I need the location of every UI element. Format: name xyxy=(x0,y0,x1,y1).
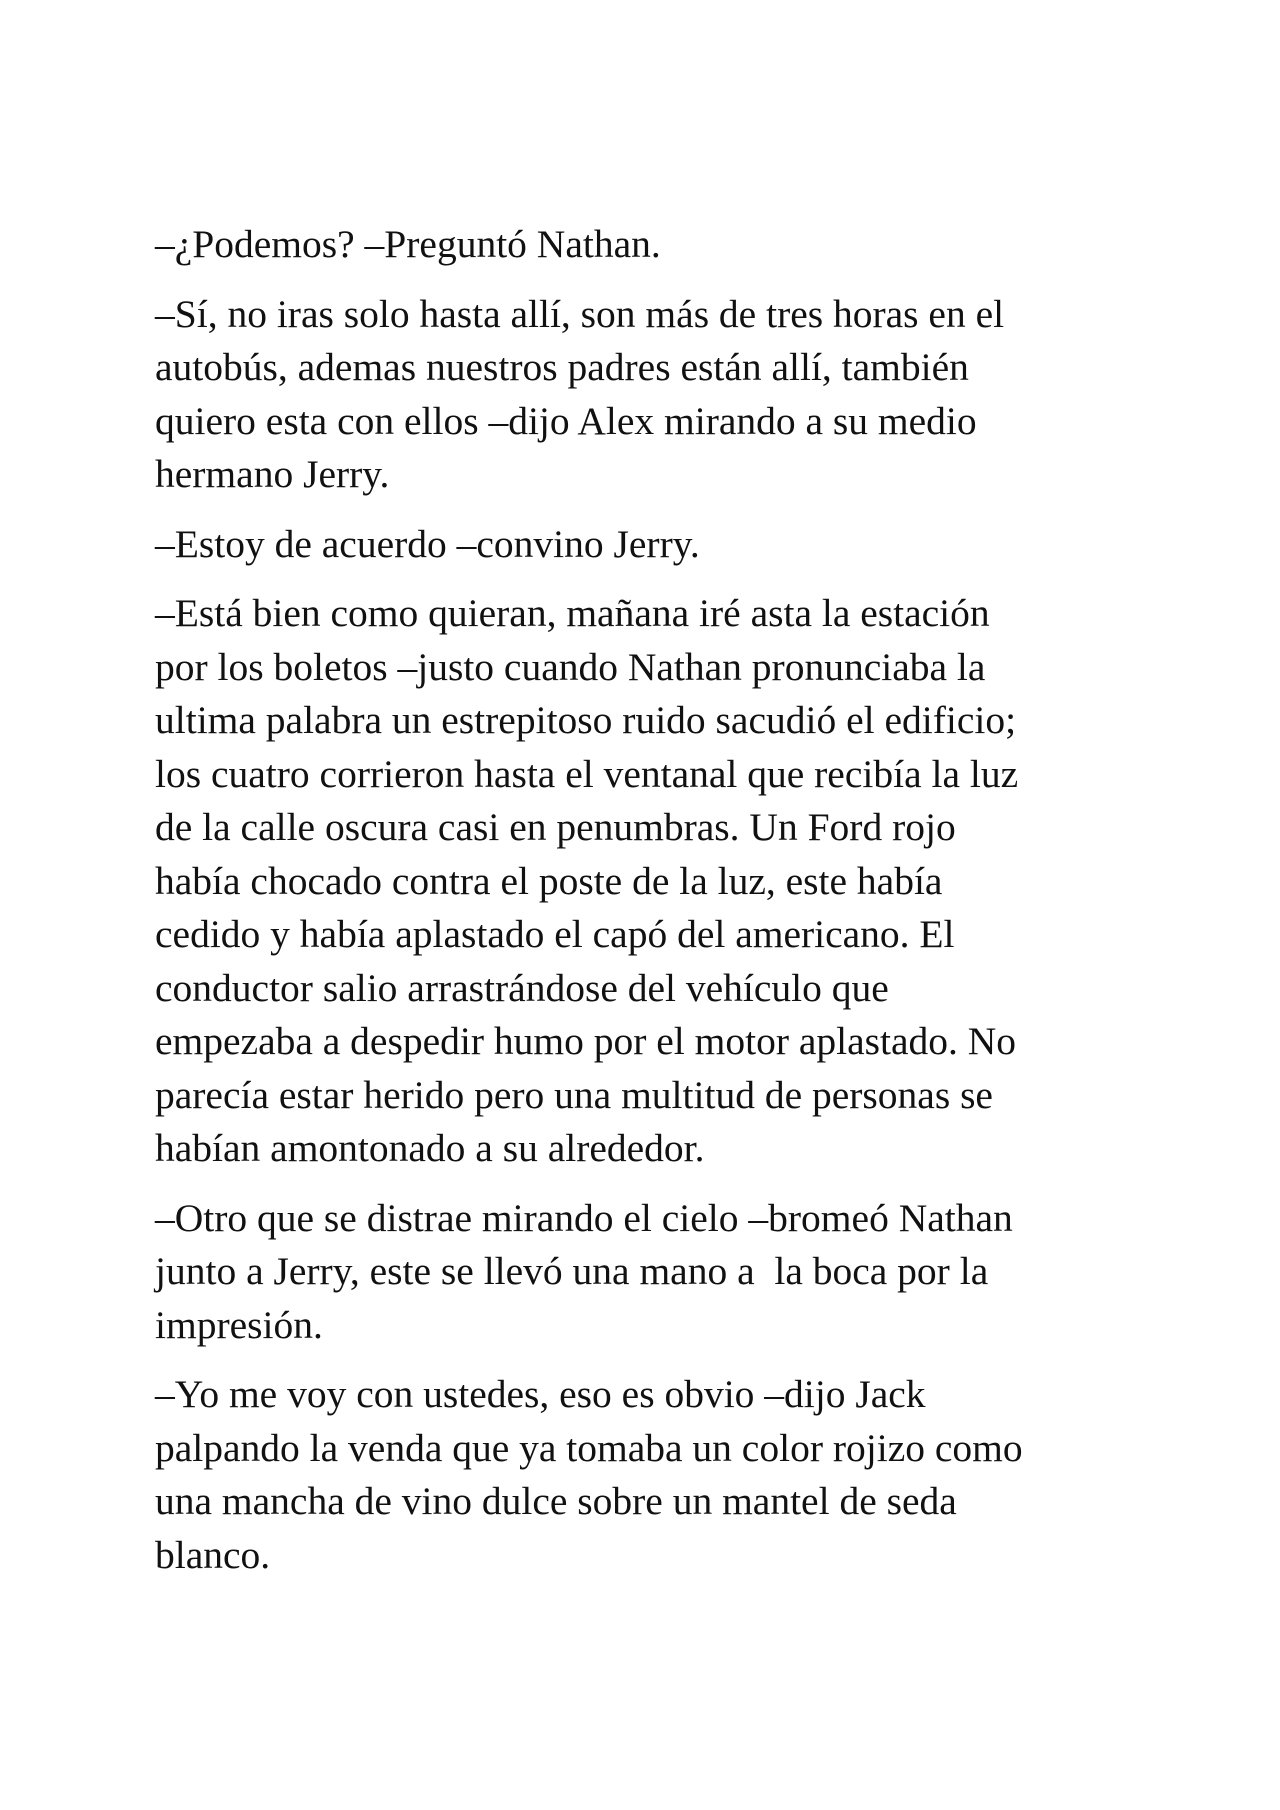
text-line: parecía estar herido pero una multitud de personas se xyxy=(155,1072,993,1117)
paragraph xyxy=(155,218,1130,272)
text-line: empezaba a despedir humo por el motor aplastado. No xyxy=(155,1019,1017,1063)
text-line: –¿Podemos? –Preguntó Nathan. xyxy=(155,222,661,266)
text-line: cedido y había aplastado el capó del americano. El xyxy=(155,912,955,956)
paragraph xyxy=(155,1192,1130,1353)
paragraph xyxy=(155,288,1130,502)
text-line: quiero esta con ellos –dijo Alex mirando a su medio xyxy=(155,398,977,443)
text-line: una mancha de vino dulce sobre un mantel de seda xyxy=(155,1479,957,1523)
text-line: habían amontonado a su alrededor. xyxy=(155,1126,705,1170)
text-line: había chocado contra el poste de la luz, este había xyxy=(155,858,943,903)
text-line: blanco. xyxy=(155,1532,271,1577)
text-line: hermano Jerry. xyxy=(155,452,390,496)
text-line: –Yo me voy con ustedes, eso es obvio –dijo Jack xyxy=(155,1372,926,1416)
text-line: –Otro que se distrae mirando el cielo –bromeó Nathan xyxy=(155,1195,1013,1240)
text-line: conductor salio arrastrándose del vehículo que xyxy=(155,965,889,1010)
text-line: los cuatro corrieron hasta el ventanal que recibía la luz xyxy=(155,751,1019,796)
paragraph xyxy=(155,587,1130,1176)
text-line: ultima palabra un estrepitoso ruido sacudió el edificio; xyxy=(155,698,1017,742)
text-line: –Estoy de acuerdo –convino Jerry. xyxy=(155,521,700,566)
paragraph xyxy=(155,518,1130,572)
paragraph xyxy=(155,1368,1130,1582)
text-line: autobús, ademas nuestros padres están allí, también xyxy=(155,345,969,389)
text-line: –Sí, no iras solo hasta allí, son más de tres horas en el xyxy=(155,291,1005,336)
text-line: junto a Jerry, este se llevó una mano a la boca por la xyxy=(155,1249,989,1293)
text-line: por los boletos –justo cuando Nathan pronunciaba la xyxy=(155,644,986,689)
text-line: –Está bien como quieran, mañana iré asta la estación xyxy=(155,591,990,635)
body-text xyxy=(155,218,1130,1582)
text-line: de la calle oscura casi en penumbras. Un Ford rojo xyxy=(155,805,956,849)
text-line: palpando la venda que ya tomaba un color rojizo como xyxy=(155,1425,1023,1470)
text-line: impresión. xyxy=(155,1302,323,1347)
